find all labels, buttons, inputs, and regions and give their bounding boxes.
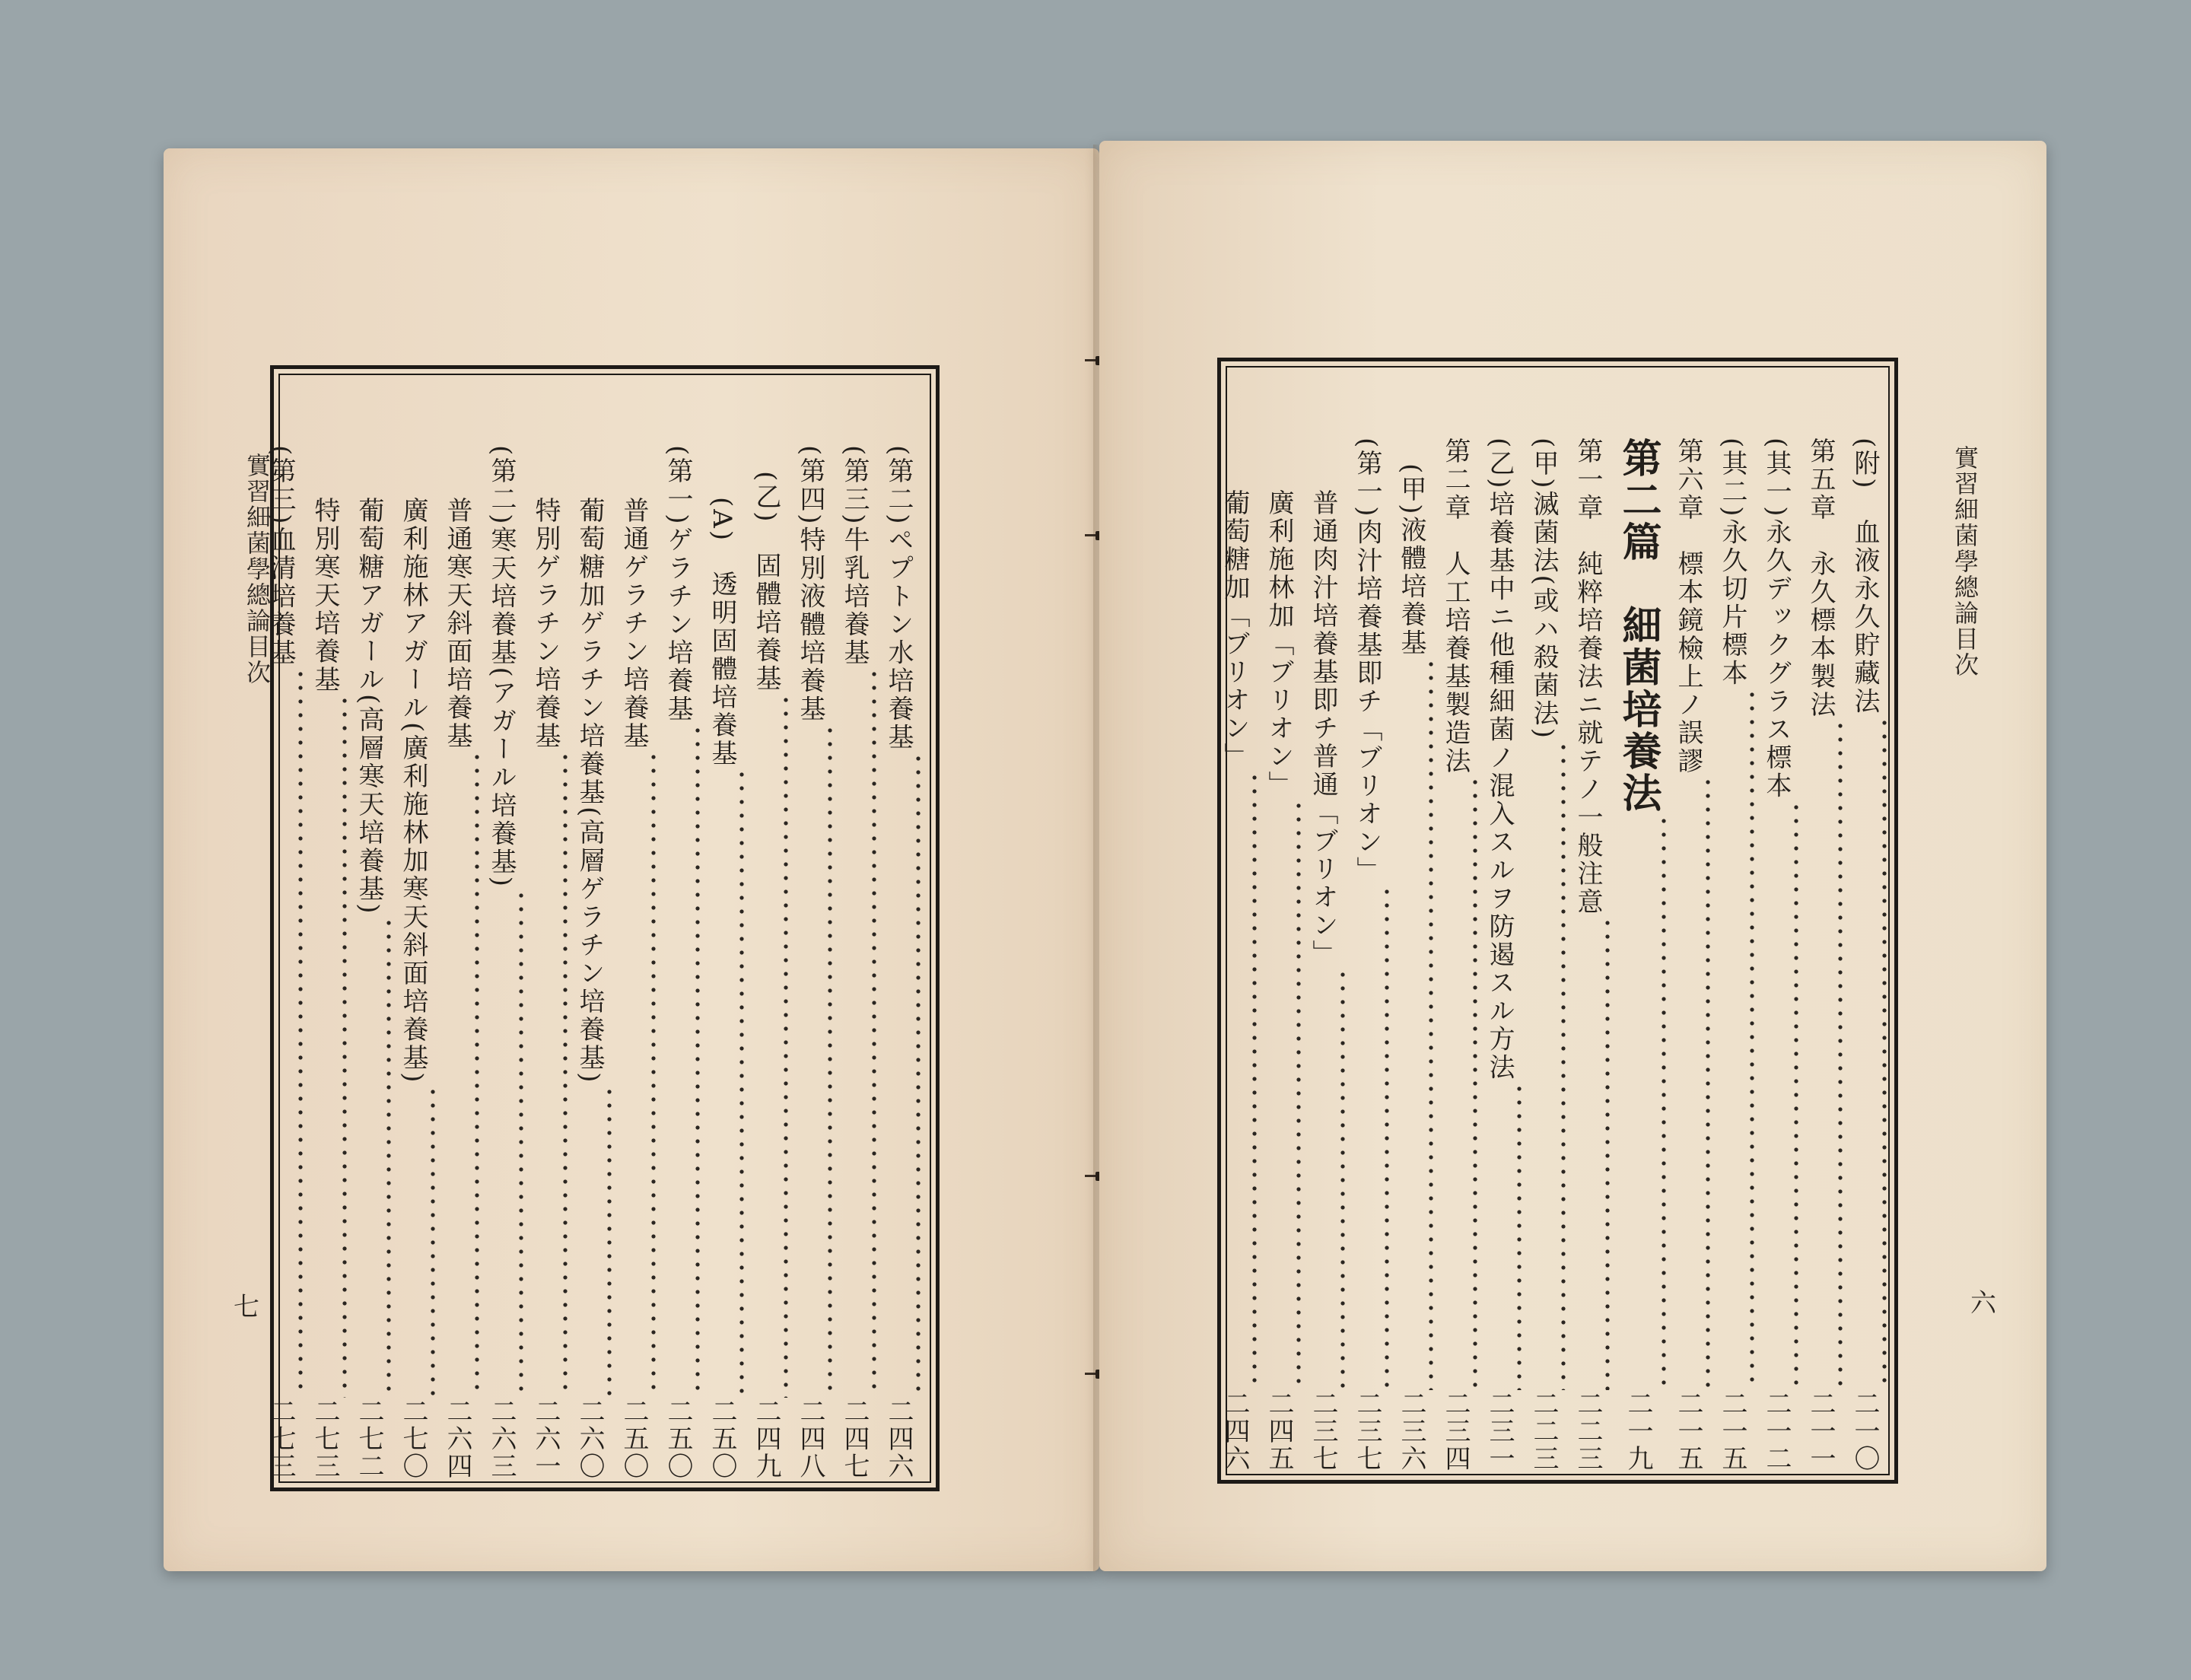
toc-entry-page: 二二三 [1572, 1390, 1603, 1472]
toc-entry-page: 二三六 [1396, 1390, 1426, 1472]
toc-entry [656, 445, 700, 1480]
toc-entry-page: 二七三 [310, 1398, 340, 1480]
toc-entry-page: 二二三 [1528, 1390, 1559, 1472]
toc-entry-title: (第三)牛乳培養基 [839, 445, 870, 667]
toc-entry-title: (甲)滅菌法(或ハ殺菌法) [1528, 438, 1559, 741]
dot-leader [1710, 688, 1754, 1390]
toc-entry [612, 445, 656, 1480]
dot-leader [788, 724, 832, 1398]
toc-entry-page: 二四九 [751, 1398, 781, 1480]
toc-entry-title: (其二)永久切片標本 [1717, 438, 1747, 688]
toc-entry [788, 445, 832, 1480]
dot-leader [1345, 885, 1389, 1390]
dot-leader [700, 768, 744, 1398]
toc-entry-title: 第六章 標本鏡檢上ノ誤謬 [1673, 438, 1703, 775]
toc-entry-page: 二七〇 [398, 1398, 428, 1480]
toc-entry [303, 445, 347, 1480]
toc-entry-page: 二一二 [1761, 1390, 1792, 1472]
toc-entry-page: 二四八 [795, 1398, 825, 1480]
toc-entry-page: 二三七 [1352, 1390, 1382, 1472]
dot-leader [347, 916, 391, 1398]
toc-entry-title: 普通肉汁培養基即チ普通「ブリオン」 [1308, 489, 1338, 968]
toc-entry-title: 第二章 人工培養基製造法 [1440, 438, 1471, 775]
dot-leader [1843, 716, 1887, 1390]
dot-leader [435, 750, 479, 1398]
running-head-right: 實習細菌學總論目次 [1951, 445, 1980, 678]
toc-entry [391, 445, 435, 1480]
dot-leader [568, 1085, 612, 1398]
toc-entry [1257, 438, 1301, 1472]
toc-entry-page: 二四六 [883, 1398, 914, 1480]
toc-entry [744, 445, 788, 1480]
toc-entry [259, 445, 303, 1480]
toc-entry-title: 廣利施林アガール(廣利施林加寒天斜面培養基) [398, 497, 428, 1085]
toc-entry-page: 二四六 [1220, 1390, 1250, 1472]
toc-entry [568, 445, 612, 1480]
dot-leader [1257, 799, 1301, 1390]
toc-entry-page: 二一〇 [1849, 1390, 1880, 1472]
toc-entry-page: 二七三 [266, 1398, 296, 1480]
toc-entry-page: 二四七 [839, 1398, 870, 1480]
toc-entry-page: 二一一 [1805, 1390, 1836, 1472]
dot-leader [1477, 1082, 1522, 1390]
page-number-left: 七 [234, 1292, 259, 1322]
dot-leader [1610, 814, 1666, 1390]
toc-part-heading [1610, 438, 1666, 1472]
toc-entry-title: (第二)ペプトン水培養基 [883, 445, 914, 752]
toc-entry-title: 特別ゲラチン培養基 [530, 497, 561, 750]
dot-leader [303, 694, 347, 1398]
dot-leader [259, 667, 303, 1398]
toc-entry-title: 第二篇 細菌培養法 [1615, 438, 1662, 814]
dot-leader [523, 750, 568, 1398]
toc-entry [1345, 438, 1389, 1472]
dot-leader [391, 1085, 435, 1398]
toc-entry [479, 445, 523, 1480]
toc-entry-title: (第三)血清培養基 [266, 445, 296, 667]
toc-entry [1843, 438, 1887, 1472]
dot-leader [612, 750, 656, 1398]
toc-entry-title: (附) 血液永久貯藏法 [1849, 438, 1880, 716]
toc-entry-title: (第四)特別液體培養基 [795, 445, 825, 724]
toc-entry [1522, 438, 1566, 1472]
dot-leader [1798, 719, 1843, 1390]
toc-entry-page: 二一五 [1717, 1390, 1747, 1472]
dot-leader [832, 667, 876, 1398]
toc-entry [1477, 438, 1522, 1472]
toc-entry [1389, 438, 1433, 1472]
toc-entry-page: 二五〇 [707, 1398, 737, 1480]
toc-entry-page: 二七二 [354, 1398, 384, 1480]
toc-entry-page: 二六〇 [574, 1398, 605, 1480]
dot-leader [1522, 740, 1566, 1390]
toc-entry [876, 445, 921, 1480]
toc-entry-page: 二一五 [1673, 1390, 1703, 1472]
toc-list-right [1220, 438, 1887, 1472]
toc-entry-title: 葡萄糖加ゲラチン培養基(高層ゲラチン培養基) [574, 497, 605, 1085]
toc-list-left [266, 445, 921, 1480]
dot-leader [1666, 775, 1710, 1390]
toc-entry [1566, 438, 1610, 1472]
running-head-left: 實習細菌學總論目次 [243, 453, 272, 686]
toc-entry-title: 普通ゲラチン培養基 [619, 497, 649, 750]
toc-entry-title: 特別寒天培養基 [310, 497, 340, 694]
toc-entry [347, 445, 391, 1480]
toc-entry-title: 葡萄糖加「ブリオン」 [1220, 489, 1250, 771]
dot-leader [1433, 775, 1477, 1390]
left-page [164, 148, 1099, 1571]
toc-entry [832, 445, 876, 1480]
toc-entry [1710, 438, 1754, 1472]
toc-entry-title: (第一)ゲラチン培養基 [663, 445, 693, 724]
toc-entry [1666, 438, 1710, 1472]
toc-entry-page: 二六四 [442, 1398, 472, 1480]
toc-entry-page: 二一九 [1623, 1390, 1653, 1472]
toc-entry-title: (其一)永久デックグラス標本 [1761, 438, 1792, 800]
toc-entry-title: (乙)培養基中ニ他種細菌ノ混入スルヲ防遏スル方法 [1484, 438, 1515, 1082]
dot-leader [656, 724, 700, 1398]
toc-entry-title: 廣利施林加「ブリオン」 [1264, 489, 1294, 799]
toc-entry-page: 二三七 [1308, 1390, 1338, 1472]
dot-leader [744, 693, 788, 1398]
toc-entry [700, 445, 744, 1480]
dot-leader [1754, 800, 1798, 1390]
dot-leader [479, 889, 523, 1398]
toc-entry-page: 二五〇 [619, 1398, 649, 1480]
dot-leader [1566, 916, 1610, 1390]
toc-entry-title: 第一章 純粹培養法ニ就テノ一般注意 [1572, 438, 1603, 916]
toc-entry-page: 二四五 [1264, 1390, 1294, 1472]
toc-entry [1433, 438, 1477, 1472]
dot-leader [1389, 657, 1433, 1390]
dot-leader [1213, 771, 1257, 1390]
toc-entry [1301, 438, 1345, 1472]
toc-entry-page: 二六一 [530, 1398, 561, 1480]
toc-entry [1798, 438, 1843, 1472]
toc-entry [435, 445, 479, 1480]
toc-entry-title: 普通寒天斜面培養基 [442, 497, 472, 750]
toc-entry-title: (甲)液體培養基 [1396, 463, 1426, 657]
toc-entry-title: (第二)寒天培養基(アガール培養基) [486, 445, 517, 889]
toc-entry-title: (A) 透明固體培養基 [707, 497, 737, 768]
toc-entry-page: 二五〇 [663, 1398, 693, 1480]
toc-entry-title: (第一)肉汁培養基即チ「ブリオン」 [1352, 438, 1382, 885]
toc-entry [1754, 438, 1798, 1472]
toc-entry-page: 二三一 [1484, 1390, 1515, 1472]
page-number-right: 六 [1970, 1288, 1996, 1319]
toc-entry-page: 二三四 [1440, 1390, 1471, 1472]
toc-entry [523, 445, 568, 1480]
toc-entry-title: 葡萄糖アガール(高層寒天培養基) [354, 497, 384, 916]
toc-entry-title: 第五章 永久標本製法 [1805, 438, 1836, 719]
right-page [1099, 141, 2046, 1571]
toc-entry [1213, 438, 1257, 1472]
toc-entry-title: (乙) 固體培養基 [751, 471, 781, 693]
dot-leader [1301, 968, 1345, 1390]
dot-leader [876, 752, 921, 1398]
toc-entry-page: 二六三 [486, 1398, 517, 1480]
